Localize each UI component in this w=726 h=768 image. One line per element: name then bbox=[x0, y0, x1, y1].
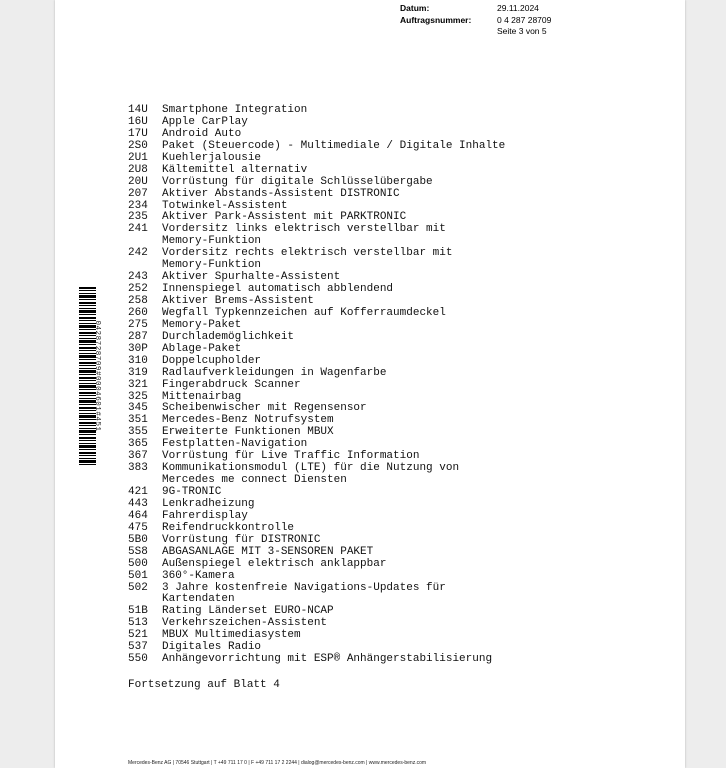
item-description: Fahrerdisplay bbox=[162, 509, 248, 522]
item-code: 258 bbox=[128, 295, 148, 307]
list-item bbox=[128, 356, 628, 368]
item-description: Radlaufverkleidungen in Wagenfarbe bbox=[162, 366, 387, 379]
item-description: Aktiver Brems-Assistent bbox=[162, 295, 314, 307]
item-description: Reifendruckkontrolle bbox=[162, 521, 295, 534]
item-description: Vordersitz rechts elektrisch verstellbar mit bbox=[162, 247, 453, 260]
item-description: Vorrüstung für Live Traffic Information bbox=[162, 450, 420, 463]
item-code: 501 bbox=[128, 569, 148, 582]
item-description: Außenspiegel elektrisch anklappbar bbox=[162, 557, 387, 570]
item-code: 241 bbox=[128, 223, 148, 236]
continuation-note: Fortsetzung auf Blatt 4 bbox=[128, 679, 280, 691]
item-description: Aktiver Spurhalte-Assistent bbox=[162, 271, 341, 284]
item-description: 3 Jahre kostenfreie Navigations-Updates für bbox=[162, 581, 446, 594]
item-description: Memory-Funktion bbox=[162, 235, 262, 248]
item-description: Aktiver Park-Assistent mit PARKTRONIC bbox=[162, 211, 407, 224]
item-description: Lenkradheizung bbox=[162, 497, 255, 510]
item-description: Mercedes-Benz Notrufsystem bbox=[162, 414, 334, 427]
item-code: 367 bbox=[128, 450, 148, 463]
item-description: Mittenairbag bbox=[162, 390, 242, 403]
item-code: 16U bbox=[128, 115, 148, 128]
item-code: 30P bbox=[128, 342, 148, 355]
item-description: Innenspiegel automatisch abblendend bbox=[162, 283, 394, 296]
date-label: Datum: bbox=[400, 3, 430, 13]
item-code: 475 bbox=[128, 521, 148, 534]
item-code: 2U8 bbox=[128, 163, 148, 176]
list-item bbox=[128, 153, 628, 165]
item-description: Kältemittel alternativ bbox=[162, 163, 308, 176]
item-description: 360°-Kamera bbox=[162, 569, 235, 582]
list-item bbox=[128, 547, 628, 559]
item-code: 260 bbox=[128, 306, 148, 319]
item-code: 20U bbox=[128, 175, 148, 188]
item-description: Smartphone Integration bbox=[162, 104, 308, 116]
item-description: Fingerabdruck Scanner bbox=[162, 378, 301, 391]
item-code: 51B bbox=[128, 605, 148, 618]
item-code: 521 bbox=[128, 629, 148, 642]
item-description: ABGASANLAGE MIT 3-SENSOREN PAKET bbox=[162, 545, 374, 558]
item-code: 464 bbox=[128, 509, 148, 522]
list-item bbox=[128, 535, 628, 547]
order-number-value: 0 4 287 28709 bbox=[497, 15, 552, 25]
item-description: Vorrüstung für DISTRONIC bbox=[162, 533, 321, 546]
item-description: Rating Länderset EURO-NCAP bbox=[162, 605, 334, 618]
item-description: Wegfall Typkennzeichen auf Kofferraumdeckel bbox=[162, 306, 446, 319]
item-description: Erweiterte Funktionen MBUX bbox=[162, 426, 334, 439]
item-description: 9G-TRONIC bbox=[162, 486, 222, 498]
item-code: 502 bbox=[128, 581, 148, 594]
item-code: 351 bbox=[128, 414, 148, 427]
item-code: 365 bbox=[128, 438, 148, 451]
list-item bbox=[128, 165, 628, 177]
item-description: Digitales Radio bbox=[162, 641, 262, 654]
item-description: MBUX Multimediasystem bbox=[162, 629, 301, 642]
footer: Mercedes-Benz AG | 70546 Stuttgart | T +49 711 17 0 | F +49 711 17 2 2244 | dialog@mercedes-benz.com | www.mercedes-benz.com bbox=[128, 760, 427, 766]
item-description: Kommunikationsmodul (LTE) für die Nutzung von bbox=[162, 462, 460, 475]
item-code: 14U bbox=[128, 104, 148, 116]
item-description: Ablage-Paket bbox=[162, 342, 242, 355]
list-item bbox=[128, 189, 628, 201]
item-code: 325 bbox=[128, 390, 148, 403]
item-code: 275 bbox=[128, 318, 148, 331]
item-description: Mercedes me connect Diensten bbox=[162, 474, 347, 487]
item-code: 243 bbox=[128, 271, 148, 284]
item-code: 319 bbox=[128, 366, 148, 379]
item-description: Kuehlerjalousie bbox=[162, 151, 262, 164]
item-code: 5S8 bbox=[128, 545, 148, 558]
item-description: Scheibenwischer mit Regensensor bbox=[162, 402, 367, 415]
item-description: Durchlademöglichkeit bbox=[162, 330, 295, 343]
list-item bbox=[128, 344, 628, 356]
list-item bbox=[128, 141, 628, 153]
item-code: 321 bbox=[128, 378, 148, 391]
item-code: 537 bbox=[128, 641, 148, 654]
item-description: Anhängevorrichtung mit ESP® Anhängerstabilisierung bbox=[162, 653, 493, 666]
item-description: Memory-Paket bbox=[162, 318, 242, 331]
item-code: 235 bbox=[128, 211, 148, 224]
item-code: 234 bbox=[128, 199, 148, 212]
item-code: 421 bbox=[128, 486, 148, 498]
item-description: Kartendaten bbox=[162, 593, 235, 606]
item-code: 207 bbox=[128, 187, 148, 200]
barcode-number: 0428728709#0004601#451 bbox=[93, 320, 101, 432]
item-description: Vorrüstung für digitale Schlüsselübergabe bbox=[162, 175, 433, 188]
list-item bbox=[128, 523, 628, 535]
equipment-list bbox=[128, 105, 628, 666]
item-code: 287 bbox=[128, 330, 148, 343]
item-description: Apple CarPlay bbox=[162, 115, 248, 128]
item-description: Memory-Funktion bbox=[162, 259, 262, 272]
item-code: 17U bbox=[128, 127, 148, 140]
item-description: Aktiver Abstands-Assistent DISTRONIC bbox=[162, 187, 400, 200]
item-code: 383 bbox=[128, 462, 148, 475]
item-code: 443 bbox=[128, 497, 148, 510]
item-description: Paket (Steuercode) - Multimediale / Digitale Inhalte bbox=[162, 139, 506, 152]
list-item bbox=[128, 559, 628, 571]
list-item bbox=[128, 571, 628, 583]
date-value: 29.11.2024 bbox=[497, 3, 539, 13]
item-description: Festplatten-Navigation bbox=[162, 438, 308, 451]
item-code: 550 bbox=[128, 653, 148, 666]
order-number-label: Auftragsnummer: bbox=[400, 15, 472, 25]
item-code: 5B0 bbox=[128, 533, 148, 546]
list-item bbox=[128, 368, 628, 380]
item-code: 500 bbox=[128, 557, 148, 570]
page-info: Seite 3 von 5 bbox=[497, 26, 547, 36]
item-code: 355 bbox=[128, 426, 148, 439]
item-description: Vordersitz links elektrisch verstellbar mit bbox=[162, 223, 446, 236]
list-item bbox=[128, 380, 628, 392]
item-description: Totwinkel-Assistent bbox=[162, 199, 288, 212]
item-code: 2U1 bbox=[128, 151, 148, 164]
item-code: 2S0 bbox=[128, 139, 148, 152]
item-code: 310 bbox=[128, 354, 148, 367]
item-code: 252 bbox=[128, 283, 148, 296]
item-description: Android Auto bbox=[162, 127, 242, 140]
item-code: 513 bbox=[128, 617, 148, 630]
list-item bbox=[128, 654, 628, 666]
item-code: 345 bbox=[128, 402, 148, 415]
list-item bbox=[128, 177, 628, 189]
item-code: 242 bbox=[128, 247, 148, 260]
item-description: Verkehrszeichen-Assistent bbox=[162, 617, 328, 630]
list-item bbox=[128, 332, 628, 344]
item-description: Doppelcupholder bbox=[162, 354, 262, 367]
